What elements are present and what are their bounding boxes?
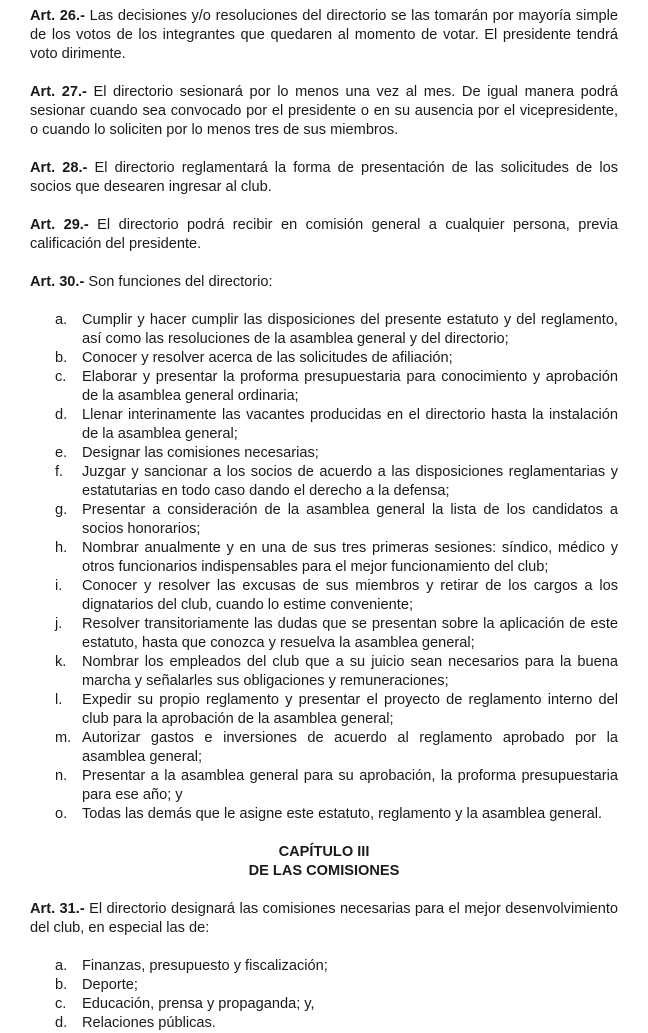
list-item-marker: m. [55, 730, 72, 746]
article-text: El directorio podrá recibir en comisión general a cualquier persona, previa calificación del presidente. [30, 217, 618, 252]
list-item [30, 729, 618, 767]
list-item-text: Deporte; [82, 977, 138, 993]
article-label: Art. 29.- [30, 217, 89, 233]
list-item [30, 349, 618, 368]
article-label: Art. 31.- [30, 901, 85, 917]
list-item-marker: b. [55, 350, 68, 366]
article-29 [30, 216, 618, 254]
list-item-text: Autorizar gastos e inversiones de acuerdo al reglamento aprobado por la asamblea general; [82, 730, 618, 765]
article-text: El directorio reglamentará la forma de presentación de las solicitudes de los socios que desearen ingresar al club. [30, 160, 618, 195]
list-item-marker: f. [55, 464, 64, 480]
list-item [30, 311, 618, 349]
article-text: El directorio sesionará por lo menos una vez al mes. De igual manera podrá sesionar cuando sea convocado por el presidente o en su ausencia por el vicepresidente, o cuando lo soliciten por lo menos tres de sus miembros. [30, 84, 618, 138]
list-item-marker: l. [55, 692, 63, 708]
list-item-marker: e. [55, 445, 68, 461]
list-item [30, 615, 618, 653]
list-item-marker: a. [55, 958, 68, 974]
list-item-text: Expedir su propio reglamento y presentar el proyecto de reglamento interno del club para la aprobación de la asamblea general; [82, 692, 618, 727]
list-item [30, 653, 618, 691]
article-30 [30, 273, 618, 292]
article-26 [30, 7, 618, 64]
article-label: Art. 28.- [30, 160, 88, 176]
list-item [30, 444, 618, 463]
list-item [30, 767, 618, 805]
list-item [30, 539, 618, 577]
list-item-marker: d. [55, 1015, 68, 1031]
list-item-marker: c. [55, 369, 67, 385]
article-31 [30, 900, 618, 938]
article-30-functions-list [30, 311, 618, 824]
chapter-title: CAPÍTULO III [278, 844, 370, 860]
article-label: Art. 27.- [30, 84, 87, 100]
article-text: El directorio designará las comisiones necesarias para el mejor desenvolvimiento del club, en especial las de: [30, 901, 618, 936]
list-item-marker: c. [55, 996, 67, 1012]
list-item [30, 368, 618, 406]
list-item [30, 577, 618, 615]
list-item-marker: b. [55, 977, 68, 993]
article-text: Las decisiones y/o resoluciones del directorio se las tomarán por mayoría simple de los votos de los integrantes que quedaren al momento de votar. El presidente tendrá voto dirimente. [30, 8, 618, 62]
article-label: Art. 30.- [30, 274, 85, 290]
list-item-marker: g. [55, 502, 68, 518]
list-item-text: Nombrar los empleados del club que a su juicio sean necesarios para la buena marcha y señalarles sus obligaciones y remuneraciones; [82, 654, 618, 689]
list-item-text: Cumplir y hacer cumplir las disposiciones del presente estatuto y del reglamento, así como las resoluciones de la asamblea general y del directorio; [82, 312, 618, 347]
list-item [30, 957, 618, 976]
list-item-text: Designar las comisiones necesarias; [82, 445, 319, 461]
list-item [30, 805, 618, 824]
article-27 [30, 83, 618, 140]
list-item-text: Presentar a la asamblea general para su aprobación, la proforma presupuestaria para ese año; y [82, 768, 618, 803]
list-item-text: Conocer y resolver las excusas de sus miembros y retirar de los cargos a los dignatarios del club, cuando lo estime conveniente; [82, 578, 618, 613]
list-item-marker: i. [55, 578, 63, 594]
list-item [30, 501, 618, 539]
document-page [30, 7, 618, 1033]
list-item [30, 406, 618, 444]
list-item-text: Educación, prensa y propaganda; y, [82, 996, 315, 1012]
article-label: Art. 26.- [30, 8, 85, 24]
chapter-subtitle: DE LAS COMISIONES [248, 863, 400, 879]
list-item-text: Todas las demás que le asigne este estatuto, reglamento y la asamblea general. [82, 806, 603, 822]
list-item-marker: a. [55, 312, 68, 328]
article-28 [30, 159, 618, 197]
article-text: Son funciones del directorio: [88, 274, 273, 290]
list-item-text: Llenar interinamente las vacantes producidas en el directorio hasta la instalación de la asamblea general; [82, 407, 618, 442]
list-item-marker: h. [55, 540, 68, 556]
list-item-marker: d. [55, 407, 68, 423]
list-item-text: Finanzas, presupuesto y fiscalización; [82, 958, 328, 974]
list-item-text: Juzgar y sancionar a los socios de acuerdo a las disposiciones reglamentarias y estatutarias en todo caso dando el derecho a la defensa; [82, 464, 618, 499]
list-item [30, 691, 618, 729]
list-item-text: Nombrar anualmente y en una de sus tres primeras sesiones: síndico, médico y otros funcionarios indispensables para el mejor funcionamiento del club; [82, 540, 618, 575]
list-item-text: Presentar a consideración de la asamblea general la lista de los candidatos a socios honorarios; [82, 502, 618, 537]
list-item [30, 995, 618, 1014]
list-item [30, 1014, 618, 1033]
list-item-marker: k. [55, 654, 67, 670]
list-item [30, 976, 618, 995]
list-item [30, 463, 618, 501]
list-item-marker: j. [55, 616, 63, 632]
list-item-text: Conocer y resolver acerca de las solicitudes de afiliación; [82, 350, 453, 366]
list-item-marker: n. [55, 768, 68, 784]
list-item-text: Elaborar y presentar la proforma presupuestaria para conocimiento y aprobación de la asamblea general ordinaria; [82, 369, 618, 404]
list-item-text: Resolver transitoriamente las dudas que se presentan sobre la aplicación de este estatuto, hasta que conozca y resuelva la asamblea general; [82, 616, 618, 651]
list-item-marker: o. [55, 806, 68, 822]
list-item-text: Relaciones públicas. [82, 1015, 216, 1031]
article-31-commissions-list [30, 957, 618, 1033]
